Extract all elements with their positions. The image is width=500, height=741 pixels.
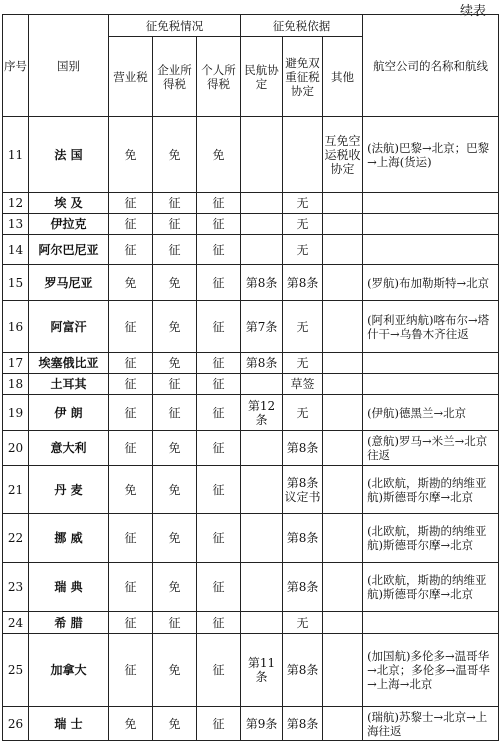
business-tax-cell: 征 <box>109 193 153 214</box>
other-cell <box>323 214 363 235</box>
double-tax-cell: 第8条 <box>283 707 323 741</box>
personal-tax-cell: 免 <box>197 117 241 193</box>
country-cell: 瑞 士 <box>29 707 109 741</box>
other-cell <box>323 612 363 634</box>
civil-aviation-cell: 第7条 <box>241 301 283 353</box>
country-cell: 加拿大 <box>29 634 109 707</box>
airline-cell <box>363 193 499 214</box>
double-tax-cell: 草签 <box>283 374 323 395</box>
country-cell: 瑞 典 <box>29 563 109 612</box>
other-cell <box>323 634 363 707</box>
double-tax-cell: 无 <box>283 612 323 634</box>
table-body <box>3 117 499 741</box>
double-tax-cell: 无 <box>283 395 323 431</box>
enterprise-tax-cell: 免 <box>153 353 197 374</box>
civil-aviation-agreement-header: 民航协定 <box>241 37 283 117</box>
personal-tax-cell: 征 <box>197 353 241 374</box>
business-tax-cell: 征 <box>109 563 153 612</box>
airline-cell <box>363 374 499 395</box>
double-tax-agreement-header: 避免双重征税协定 <box>283 37 323 117</box>
double-tax-cell: 第8条 <box>283 431 323 466</box>
seq-cell: 18 <box>3 374 29 395</box>
enterprise-tax-cell: 免 <box>153 431 197 466</box>
country-cell: 丹 麦 <box>29 466 109 514</box>
country-cell: 挪 威 <box>29 514 109 563</box>
other-cell <box>323 514 363 563</box>
seq-cell: 12 <box>3 193 29 214</box>
civil-aviation-cell: 第8条 <box>241 353 283 374</box>
civil-aviation-cell <box>241 374 283 395</box>
civil-aviation-cell <box>241 514 283 563</box>
double-tax-cell: 第8条 <box>283 563 323 612</box>
seq-cell: 21 <box>3 466 29 514</box>
personal-tax-cell: 征 <box>197 214 241 235</box>
double-tax-cell: 第8条 <box>283 634 323 707</box>
double-tax-cell: 第8条 <box>283 265 323 301</box>
seq-cell: 16 <box>3 301 29 353</box>
civil-aviation-cell <box>241 612 283 634</box>
country-cell: 阿富汗 <box>29 301 109 353</box>
business-tax-cell: 免 <box>109 117 153 193</box>
airline-cell: (意航)罗马→米兰→北京往返 <box>363 431 499 466</box>
enterprise-tax-cell: 免 <box>153 117 197 193</box>
seq-cell: 19 <box>3 395 29 431</box>
airline-cell: (瑞航)苏黎士→北京→上海往返 <box>363 707 499 741</box>
enterprise-tax-cell: 征 <box>153 235 197 265</box>
double-tax-cell: 无 <box>283 301 323 353</box>
airline-cell: (北欧航，斯勘的纳维亚航)斯德哥尔摩→北京 <box>363 563 499 612</box>
airline-cell <box>363 612 499 634</box>
enterprise-tax-cell: 免 <box>153 514 197 563</box>
other-header: 其他 <box>323 37 363 117</box>
civil-aviation-cell <box>241 193 283 214</box>
personal-tax-cell: 征 <box>197 707 241 741</box>
country-cell: 法 国 <box>29 117 109 193</box>
airline-cell <box>363 235 499 265</box>
double-tax-cell: 第8条议定书 <box>283 466 323 514</box>
seq-header: 序号 <box>3 15 29 117</box>
country-cell: 埃塞俄比亚 <box>29 353 109 374</box>
double-tax-cell: 无 <box>283 353 323 374</box>
business-tax-cell: 免 <box>109 265 153 301</box>
country-header: 国别 <box>29 15 109 117</box>
enterprise-tax-cell: 免 <box>153 634 197 707</box>
continued-label: 续表 <box>459 4 486 19</box>
other-cell <box>323 265 363 301</box>
seq-cell: 11 <box>3 117 29 193</box>
enterprise-tax-cell: 征 <box>153 193 197 214</box>
enterprise-tax-cell: 免 <box>153 707 197 741</box>
other-cell <box>323 395 363 431</box>
other-cell <box>323 374 363 395</box>
business-tax-cell: 免 <box>109 466 153 514</box>
civil-aviation-cell: 第12条 <box>241 395 283 431</box>
personal-income-tax-header: 个人所得税 <box>197 37 241 117</box>
personal-tax-cell: 征 <box>197 235 241 265</box>
business-tax-cell: 征 <box>109 634 153 707</box>
country-cell: 埃 及 <box>29 193 109 214</box>
airline-cell: (阿利亚纳航)喀布尔→塔什干→乌鲁木齐往返 <box>363 301 499 353</box>
personal-tax-cell: 征 <box>197 612 241 634</box>
country-cell: 希 腊 <box>29 612 109 634</box>
airline-cell: (北欧航，斯勘的纳维亚航)斯德哥尔摩→北京 <box>363 466 499 514</box>
civil-aviation-cell: 第9条 <box>241 707 283 741</box>
civil-aviation-cell <box>241 214 283 235</box>
other-cell <box>323 707 363 741</box>
airline-cell: (北欧航，斯勘的纳维亚航)斯德哥尔摩→北京 <box>363 514 499 563</box>
seq-cell: 26 <box>3 707 29 741</box>
other-cell <box>323 466 363 514</box>
country-cell: 伊拉克 <box>29 214 109 235</box>
other-cell <box>323 431 363 466</box>
double-tax-cell <box>283 117 323 193</box>
basis-group-header: 征免税依据 <box>241 15 363 37</box>
seq-cell: 23 <box>3 563 29 612</box>
airline-cell <box>363 214 499 235</box>
enterprise-tax-cell: 征 <box>153 395 197 431</box>
airline-cell: (伊航)德黑兰→北京 <box>363 395 499 431</box>
business-tax-cell: 免 <box>109 707 153 741</box>
airline-cell: (罗航)布加勒斯特→北京 <box>363 265 499 301</box>
double-tax-cell: 无 <box>283 235 323 265</box>
country-cell: 阿尔巴尼亚 <box>29 235 109 265</box>
enterprise-tax-cell: 征 <box>153 374 197 395</box>
seq-cell: 22 <box>3 514 29 563</box>
seq-cell: 24 <box>3 612 29 634</box>
seq-cell: 15 <box>3 265 29 301</box>
other-cell <box>323 235 363 265</box>
civil-aviation-cell: 第11条 <box>241 634 283 707</box>
airline-route-header: 航空公司的名称和航线 <box>363 15 499 117</box>
airline-cell: (加国航)多伦多→温哥华→北京；多伦多→温哥华→上海→北京 <box>363 634 499 707</box>
other-cell <box>323 193 363 214</box>
seq-cell: 13 <box>3 214 29 235</box>
civil-aviation-cell <box>241 466 283 514</box>
enterprise-tax-cell: 征 <box>153 612 197 634</box>
enterprise-tax-cell: 免 <box>153 265 197 301</box>
double-tax-cell: 无 <box>283 214 323 235</box>
exemption-group-header: 征免税情况 <box>109 15 241 37</box>
personal-tax-cell: 征 <box>197 374 241 395</box>
civil-aviation-cell <box>241 117 283 193</box>
business-tax-cell: 征 <box>109 431 153 466</box>
double-tax-cell: 无 <box>283 193 323 214</box>
other-cell <box>323 563 363 612</box>
business-tax-cell: 征 <box>109 395 153 431</box>
other-cell <box>323 301 363 353</box>
personal-tax-cell: 征 <box>197 265 241 301</box>
country-cell: 意大利 <box>29 431 109 466</box>
business-tax-header: 营业税 <box>109 37 153 117</box>
enterprise-tax-cell: 免 <box>153 301 197 353</box>
business-tax-cell: 征 <box>109 514 153 563</box>
personal-tax-cell: 征 <box>197 514 241 563</box>
personal-tax-cell: 征 <box>197 395 241 431</box>
seq-cell: 14 <box>3 235 29 265</box>
business-tax-cell: 征 <box>109 214 153 235</box>
seq-cell: 20 <box>3 431 29 466</box>
airline-cell: (法航)巴黎→北京；巴黎→上海(货运) <box>363 117 499 193</box>
civil-aviation-cell <box>241 431 283 466</box>
personal-tax-cell: 征 <box>197 466 241 514</box>
business-tax-cell: 征 <box>109 374 153 395</box>
seq-cell: 17 <box>3 353 29 374</box>
double-tax-cell: 第8条 <box>283 514 323 563</box>
business-tax-cell: 征 <box>109 353 153 374</box>
personal-tax-cell: 征 <box>197 431 241 466</box>
enterprise-tax-cell: 免 <box>153 563 197 612</box>
civil-aviation-cell <box>241 563 283 612</box>
enterprise-tax-cell: 征 <box>153 214 197 235</box>
seq-cell: 25 <box>3 634 29 707</box>
business-tax-cell: 征 <box>109 301 153 353</box>
tax-exemption-table <box>2 14 499 741</box>
country-cell: 土耳其 <box>29 374 109 395</box>
country-cell: 伊 朗 <box>29 395 109 431</box>
country-cell: 罗马尼亚 <box>29 265 109 301</box>
airline-cell <box>363 353 499 374</box>
other-cell: 互免空运税收协定 <box>323 117 363 193</box>
personal-tax-cell: 征 <box>197 563 241 612</box>
personal-tax-cell: 征 <box>197 634 241 707</box>
personal-tax-cell: 征 <box>197 193 241 214</box>
civil-aviation-cell: 第8条 <box>241 265 283 301</box>
personal-tax-cell: 征 <box>197 301 241 353</box>
civil-aviation-cell <box>241 235 283 265</box>
other-cell <box>323 353 363 374</box>
business-tax-cell: 征 <box>109 235 153 265</box>
enterprise-income-tax-header: 企业所得税 <box>153 37 197 117</box>
business-tax-cell: 征 <box>109 612 153 634</box>
enterprise-tax-cell: 免 <box>153 466 197 514</box>
